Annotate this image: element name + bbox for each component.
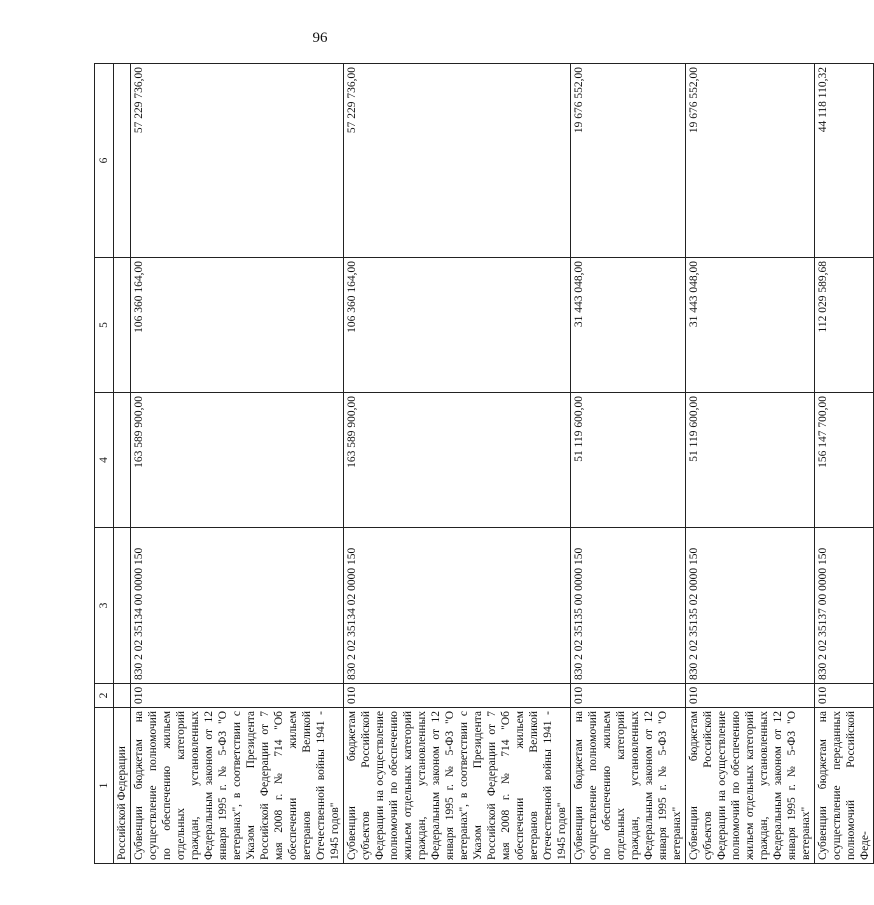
table-row <box>131 64 344 864</box>
row-value-col6: 44 118 110,32 <box>815 64 874 258</box>
row-value-col6: 19 676 552,00 <box>571 64 686 258</box>
row-budget-code: 830 2 02 35134 00 0000 150 <box>131 528 344 684</box>
row-budget-code: 830 2 02 35137 00 0000 150 <box>815 528 874 684</box>
row-value-col4: 163 589 900,00 <box>131 393 344 528</box>
header-cell: 6 <box>95 64 114 258</box>
row-value-col6: 57 229 736,00 <box>344 64 571 258</box>
rotated-table-container <box>94 64 871 864</box>
row-value-col5: 106 360 164,00 <box>131 258 344 393</box>
row-value-col5: 112 029 589,68 <box>815 258 874 393</box>
row-value-col5: 31 443 048,00 <box>686 258 815 393</box>
empty-cell <box>114 64 131 258</box>
row-value-col4: 156 147 700,00 <box>815 393 874 528</box>
row-admin-code: 010 <box>131 684 344 708</box>
header-cell: 1 <box>95 708 114 864</box>
row-description: Субвенции бюджетам на осуществление полномочий по обеспечению жильем отдельных категорий граждан, установленных Федеральным законом от 12 января 1995 г. № 5-ФЗ "О ветеранах", в соответствии с Указом Президента Российской Федерации от 7 мая 2008 г. № 714 "Об обеспечении жильем ветеранов Великой Отечественной войны 1941 - 1945 годов" <box>131 708 344 864</box>
table-row <box>815 64 874 864</box>
row-admin-code: 010 <box>815 684 874 708</box>
row-admin-code: 010 <box>571 684 686 708</box>
header-cell: 2 <box>95 684 114 708</box>
row-description: Субвенции бюджетам на осуществление полномочий по обеспечению жильем отдельных категорий граждан, установленных Федеральным законом от 12 января 1995 г. № 5-ФЗ "О ветеранах" <box>571 708 686 864</box>
row-value-col4: 51 119 600,00 <box>571 393 686 528</box>
row-admin-code: 010 <box>344 684 571 708</box>
header-cell: 4 <box>95 393 114 528</box>
continuation-row <box>114 64 131 864</box>
row-budget-code: 830 2 02 35134 02 0000 150 <box>344 528 571 684</box>
row-description: Субвенции бюджетам на осуществление переданных полномочий Российской Феде- <box>815 708 874 864</box>
header-row <box>95 64 114 864</box>
row-description: Субвенции бюджетам субъектов Российской Федерации на осуществление полномочий по обеспечению жильем отдельных категорий граждан, установленных Федеральным законом от 12 января 1995 г. № 5-ФЗ "О ветеранах" <box>686 708 815 864</box>
row-value-col4: 163 589 900,00 <box>344 393 571 528</box>
empty-cell <box>114 684 131 708</box>
empty-cell <box>114 258 131 393</box>
row-value-col4: 51 119 600,00 <box>686 393 815 528</box>
page-number: 96 <box>312 30 328 46</box>
table-row <box>344 64 571 864</box>
row-value-col5: 31 443 048,00 <box>571 258 686 393</box>
row-value-col6: 19 676 552,00 <box>686 64 815 258</box>
header-cell: 3 <box>95 528 114 684</box>
row-budget-code: 830 2 02 35135 02 0000 150 <box>686 528 815 684</box>
empty-cell <box>114 393 131 528</box>
table-row <box>686 64 815 864</box>
row-admin-code: 010 <box>686 684 815 708</box>
empty-cell <box>114 528 131 684</box>
row-value-col5: 106 360 164,00 <box>344 258 571 393</box>
budget-table <box>94 63 874 864</box>
header-cell: 5 <box>95 258 114 393</box>
row-description: Субвенции бюджетам субъектов Российской Федерации на осуществление полномочий по обеспечению жильем отдельных категорий граждан, установленных Федеральным законом от 12 января 1995 г. № 5-ФЗ "О ветеранах", в соответствии с Указом Президента Российской Федерации от 7 мая 2008 г. № 714 "Об обеспечении жильем ветеранов Великой Отечественной войны 1941 - 1945 годов" <box>344 708 571 864</box>
row-budget-code: 830 2 02 35135 00 0000 150 <box>571 528 686 684</box>
table-row <box>571 64 686 864</box>
continuation-text: Российской Федерации <box>114 708 131 864</box>
row-value-col6: 57 229 736,00 <box>131 64 344 258</box>
